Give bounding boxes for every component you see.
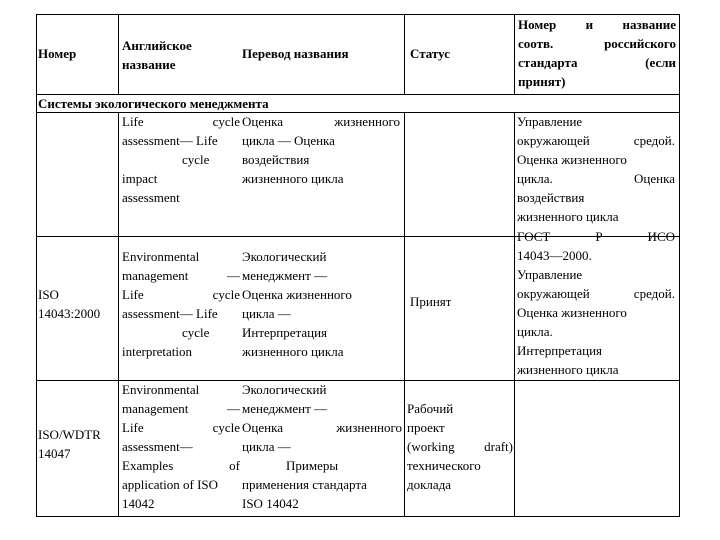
cell-line: Интерпретация bbox=[517, 343, 603, 358]
cell-line: окружающей средой. bbox=[517, 133, 675, 148]
cell-line: Life cycle bbox=[122, 287, 240, 302]
cell-line: Environmental bbox=[122, 249, 200, 264]
cell-line: жизненного цикла bbox=[242, 344, 344, 359]
cell-line: ISO bbox=[38, 287, 59, 302]
cell-line: assessment— Life bbox=[122, 133, 218, 148]
rule-right bbox=[679, 14, 680, 517]
row3-translation bbox=[242, 380, 402, 513]
section-title: Системы экологического менеджмента bbox=[38, 96, 269, 111]
cell-line: воздействия bbox=[517, 190, 585, 205]
cell-line: management — bbox=[122, 268, 240, 283]
row2-russian-standard bbox=[517, 227, 675, 379]
cell-line: cycle bbox=[182, 325, 210, 340]
rule-col1-header bbox=[118, 14, 119, 94]
cell-line: 14043:2000 bbox=[38, 306, 101, 321]
rule-col5-header bbox=[514, 14, 515, 94]
cell-line: ГОСТ Р ИСО bbox=[517, 229, 675, 244]
cell-line: management — bbox=[122, 401, 240, 416]
cell-line: технического bbox=[407, 458, 481, 473]
cell-line: application of ISO bbox=[122, 477, 219, 492]
cell-line: Examples of bbox=[122, 458, 240, 473]
row2-translation bbox=[242, 247, 400, 361]
header-ru-line: Номер и название bbox=[518, 17, 676, 32]
cell-line: цикла — bbox=[242, 439, 291, 454]
cell-line: доклада bbox=[407, 477, 452, 492]
cell-line: Управление bbox=[517, 267, 583, 282]
cell-line: Оценка жизненного bbox=[242, 420, 402, 435]
cell-line: Оценка жизненного bbox=[242, 114, 400, 129]
cell-line: cycle bbox=[182, 152, 210, 167]
cell-line: проект bbox=[407, 420, 445, 435]
header-status: Статус bbox=[410, 46, 451, 61]
row2-number bbox=[38, 285, 100, 323]
cell-line: 14042 bbox=[122, 496, 155, 511]
cell-line: жизненного цикла bbox=[517, 362, 619, 377]
cell-line: Оценка жизненного bbox=[517, 152, 627, 167]
cell-line: ISO/WDTR bbox=[38, 427, 101, 442]
cell-line: окружающей средой. bbox=[517, 286, 675, 301]
cell-line: Экологический bbox=[242, 382, 327, 397]
cell-line: interpretation bbox=[122, 344, 193, 359]
header-number: Номер bbox=[38, 46, 77, 61]
cell-line: применения стандарта bbox=[242, 477, 367, 492]
cell-line: ISO 14042 bbox=[242, 496, 299, 511]
cell-line: 14047 bbox=[38, 446, 71, 461]
header-ru-line: соотв. российского bbox=[518, 36, 676, 51]
cell-line: Life cycle bbox=[122, 420, 240, 435]
rule-col4-body bbox=[404, 112, 405, 516]
rule-col1-body bbox=[118, 112, 119, 516]
cell-line: 14043—2000. bbox=[517, 248, 592, 263]
row2-status: Принят bbox=[410, 294, 452, 309]
cell-line: assessment— bbox=[122, 439, 193, 454]
row3-status bbox=[407, 399, 513, 494]
cell-line: assessment— Life bbox=[122, 306, 218, 321]
cell-line: Экологический bbox=[242, 249, 327, 264]
rule-left bbox=[36, 14, 37, 517]
rule-bottom bbox=[36, 516, 680, 517]
row2-english-name bbox=[122, 247, 240, 361]
header-english-name bbox=[122, 36, 192, 74]
cell-line: Оценка жизненного bbox=[517, 305, 627, 320]
rule-col4-header bbox=[404, 14, 405, 94]
cell-line: менеджмент — bbox=[242, 268, 328, 283]
cell-line: Примеры bbox=[286, 458, 339, 473]
rule-col5-body bbox=[514, 112, 515, 516]
cell-line: цикла. bbox=[517, 324, 553, 339]
cell-line: цикла. Оценка bbox=[517, 171, 675, 186]
cell-line: Рабочий bbox=[407, 401, 454, 416]
header-english-line: Английское bbox=[122, 38, 192, 53]
header-ru-line: принят) bbox=[518, 74, 566, 89]
cell-line: жизненного цикла bbox=[517, 209, 619, 224]
row1-english-name bbox=[122, 112, 240, 207]
header-english-line: название bbox=[122, 57, 176, 72]
cell-line: воздействия bbox=[242, 152, 310, 167]
row1-translation bbox=[242, 112, 400, 188]
cell-line: (working draft) bbox=[407, 439, 513, 454]
header-translation: Перевод названия bbox=[242, 46, 349, 61]
row3-english-name bbox=[122, 380, 240, 513]
cell-line: Интерпретация bbox=[242, 325, 328, 340]
cell-line: Управление bbox=[517, 114, 583, 129]
cell-line: менеджмент — bbox=[242, 401, 328, 416]
cell-line: цикла — Оценка bbox=[242, 133, 335, 148]
cell-line: Environmental bbox=[122, 382, 200, 397]
row3-number bbox=[38, 425, 101, 463]
cell-line: assessment bbox=[122, 190, 180, 205]
cell-line: цикла — bbox=[242, 306, 291, 321]
cell-line: Оценка жизненного bbox=[242, 287, 352, 302]
cell-line: жизненного цикла bbox=[242, 171, 344, 186]
header-russian-standard bbox=[518, 15, 676, 91]
row1-russian-standard bbox=[517, 112, 675, 226]
cell-line: Life cycle bbox=[122, 114, 240, 129]
header-ru-line: стандарта (если bbox=[518, 55, 676, 70]
cell-line: impact bbox=[122, 171, 158, 186]
